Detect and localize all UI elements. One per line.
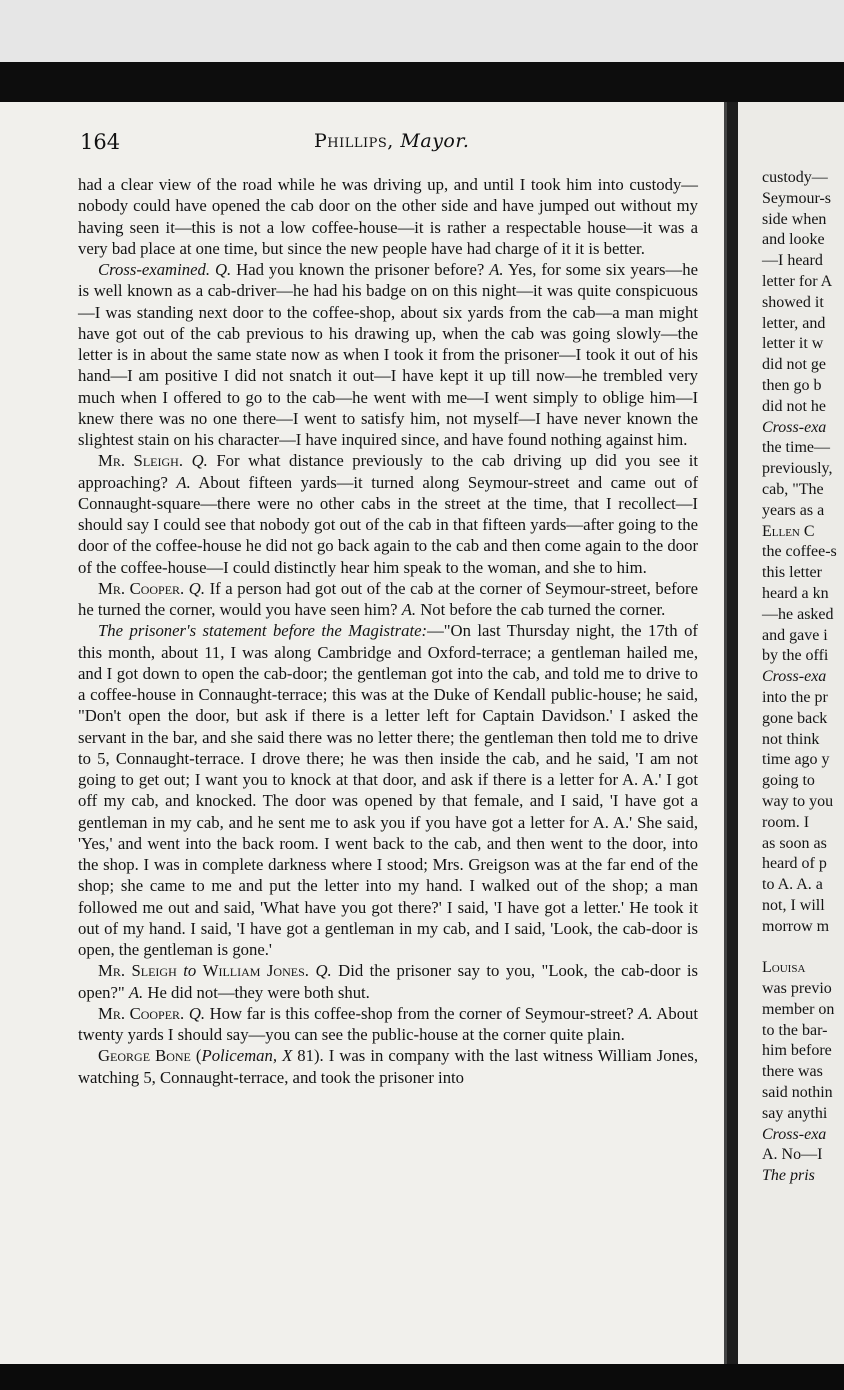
right-page-line: previously,	[762, 460, 833, 478]
right-page-line: Cross-exa	[762, 418, 827, 436]
right-page-line: this letter	[762, 564, 822, 582]
right-page-line: going to	[762, 772, 815, 790]
right-page-line: to the bar-	[762, 1021, 828, 1039]
right-page-line: way to you	[762, 792, 834, 810]
text-segment: Did the prisoner say to you, "Look, the cab-door is open?"	[78, 961, 699, 1002]
right-page-line: did not ge	[762, 356, 826, 374]
right-page-line: to A. A. a	[762, 876, 823, 894]
text-segment: If a person had got out of the cab at the corner of Seymour-street, before he turned the corner, would you have seen him?	[78, 578, 698, 619]
text-segment: A.	[638, 1003, 653, 1023]
text-segment: had a clear view of the road while he was driving up, and until I took him into custody—nobody could have opened the cab door on the other side and have jumped out without my having seen it—this is not a low coffee-house—it is rather a respectable house—it was a very bad place at one time, but since the new people have had charge of it it is better.	[78, 175, 698, 258]
right-page-line: A. No—I	[762, 1146, 823, 1164]
text-segment: About fifteen yards—it turned along Seymour-street and came out of Connaught-square—there were no other cabs in the street at the time, that I recollect—I should say I could see that nobody got out of the cab in that fifteen yards—after going to the door of the coffee-house he did not go back again to the cab and then come again to the door of the coffee-house—I could distinctly hear him speak to the woman, and she to him.	[78, 472, 698, 577]
running-title-office: Mayor.	[400, 130, 470, 152]
paragraph	[78, 259, 698, 450]
right-page-line: heard of p	[762, 855, 827, 873]
text-segment: Not before the cab turned the corner.	[416, 600, 666, 619]
right-page-line: Louisa	[762, 959, 806, 977]
paragraph	[78, 1003, 698, 1046]
paragraph	[78, 450, 698, 578]
right-page-edge	[738, 102, 844, 1364]
scan-bottom-band	[0, 1364, 844, 1390]
right-page-line: there was	[762, 1063, 823, 1081]
right-page-line: the coffee-s	[762, 543, 837, 561]
right-page-line: said nothin	[762, 1084, 833, 1102]
text-segment: Q.	[191, 451, 208, 471]
right-page-line: room. I	[762, 813, 810, 831]
text-segment: William Jones.	[202, 961, 309, 981]
text-segment: Yes, for some six years—he is well known as a cab-driver—he had his badge on on this night—it was quite conspicuous—I was standing next door to the coffee-shop, about six yards from the cab—a man might have got out of the cab previous to his drawing up, when the cab was going slowly—the letter is in about the same state now as when I took it from the prisoner—I took it out of his hand—I am positive I did not snatch it out—I have kept it up till now—he trembled very much when I offered to go to the cab—he went with me—I went simply to oblige him—I knew there was no one there—I went to satisfy him, not myself—I have never known the slightest stain on his character—I have inquired since, and have found nothing against him.	[78, 260, 698, 449]
left-page	[0, 102, 727, 1364]
right-page-line: cab, "The	[762, 480, 824, 498]
right-page-line: not, I will	[762, 896, 825, 914]
text-segment: Mr. Sleigh.	[98, 451, 184, 471]
text-segment: 81). I was in company with the last witness William Jones, watching 5, Connaught-terrace, and took the prisoner into	[78, 1046, 699, 1087]
text-segment: Had you known the prisoner before?	[231, 260, 490, 279]
text-segment: to	[183, 961, 197, 981]
right-page-line: years as a	[762, 501, 825, 519]
text-segment: How far is this coffee-shop from the corner of Seymour-street?	[205, 1003, 639, 1023]
right-page-line: Ellen C	[762, 522, 815, 540]
text-segment: (	[190, 1046, 202, 1066]
right-page-line: not think	[762, 730, 820, 748]
right-page-line: into the pr	[762, 688, 828, 706]
right-page-line: —he asked	[762, 605, 834, 623]
text-segment: For what distance previously to the cab driving up did you see it approaching?	[78, 451, 698, 492]
right-page-line: then go b	[762, 376, 822, 394]
right-page-line	[762, 937, 844, 958]
body-text	[78, 174, 698, 1088]
text-segment: George Bone	[98, 1046, 191, 1066]
text-segment: —"On last Thursday night, the 17th of this month, about 11, I was along Cambridge and Oxford-terrace; a gentleman hailed me, and I got down to open the cab-door; the gentleman got into the cab, and told me to drive to a coffee-house in Connaught-terrace; this was at the Duke of Kendall public-house; he said, "Don't open the door, but ask if there is a letter left for Captain Davidson.' I asked the servant in the bar, and she said there was no letter there; the gentleman then told me to drive to 5, Connaught-terrace. I drove there; he was then inside the cab, and he said, 'I am not going to get out; I want you to knock at that door, and ask if there is a letter for A. A.' I got off my cab, and knocked. The door was opened by that female, and I said, 'I have got a gentleman in my cab, and he sent me to ask you if you have got a letter for A. A.' She said, 'Yes,' and went into the back room. I went back to the cab, and then went to the door, into the shop. I was in complete darkness where I stood; Mrs. Greigson was at the far end of the shop; she came to me and put the letter into my hand. I walked out of the shop; a man followed me out and said, 'What have you got there?' I said, 'I have got a letter.' He took it out of my hand. I said, 'I have got a gentleman in my cab, and I said, 'Look, the cab-door is open, the gentleman is gone.'	[78, 621, 698, 959]
right-page-fragments	[762, 168, 844, 1187]
right-page-line: say anythi	[762, 1104, 828, 1122]
right-page-line: Cross-exa	[762, 668, 827, 686]
paragraph	[78, 578, 698, 621]
right-page-line: —I heard	[762, 252, 823, 270]
scan-dark-band	[0, 62, 844, 102]
right-page-line: morrow m	[762, 917, 830, 935]
page-number: 164	[80, 130, 121, 154]
right-page-line: him before	[762, 1042, 832, 1060]
running-title-name: Phillips,	[314, 130, 394, 152]
text-segment: Q.	[315, 961, 332, 981]
right-page-line: by the offi	[762, 647, 829, 665]
scan-top-margin	[0, 0, 844, 62]
paragraph	[78, 174, 698, 259]
right-page-line: heard a kn	[762, 584, 829, 602]
right-page-line: time ago y	[762, 751, 830, 769]
right-page-line: and gave i	[762, 626, 828, 644]
right-page-line: and looke	[762, 231, 825, 249]
text-segment	[183, 451, 192, 470]
text-segment: About twenty yards I should say—you can see the public-house at the corner quite plain.	[78, 1003, 699, 1044]
text-segment: A.	[489, 260, 504, 279]
page-header	[80, 130, 700, 160]
paragraph	[78, 1045, 698, 1088]
right-page-line: was previo	[762, 980, 832, 998]
right-page-line: gone back	[762, 709, 828, 727]
text-segment: The prisoner's statement before the Magistrate:	[98, 621, 428, 641]
text-segment: A.	[128, 982, 144, 1002]
right-page-line: member on	[762, 1000, 835, 1018]
right-page-line: letter, and	[762, 314, 826, 332]
text-segment: Q.	[188, 1003, 206, 1023]
right-page-line: letter for A	[762, 272, 833, 290]
text-segment: Q.	[214, 260, 232, 279]
text-segment: Mr. Cooper.	[98, 1003, 185, 1023]
text-segment: A.	[401, 600, 417, 619]
running-title	[314, 130, 469, 152]
text-segment: Policeman, X	[201, 1046, 293, 1066]
right-page-line: showed it	[762, 293, 824, 311]
text-segment: Mr. Cooper.	[98, 578, 185, 598]
right-page-line: custody—	[762, 169, 828, 186]
right-page-line: The pris	[762, 1167, 815, 1185]
right-page-line: Cross-exa	[762, 1125, 827, 1143]
paragraph	[78, 620, 698, 960]
right-page-line: side when	[762, 210, 827, 228]
text-segment: Mr. Sleigh	[98, 961, 177, 981]
right-page-line: as soon as	[762, 834, 827, 852]
right-page-line: the time—	[762, 439, 830, 457]
text-segment: He did not—they were both shut.	[143, 982, 370, 1002]
paragraph	[78, 960, 698, 1003]
right-page-line: did not he	[762, 397, 826, 415]
right-page-line: letter it w	[762, 335, 824, 353]
text-segment: Q.	[188, 578, 206, 598]
right-page-line: Seymour-s	[762, 189, 832, 207]
text-segment: A.	[176, 472, 191, 492]
text-segment: Cross-examined.	[98, 260, 211, 279]
